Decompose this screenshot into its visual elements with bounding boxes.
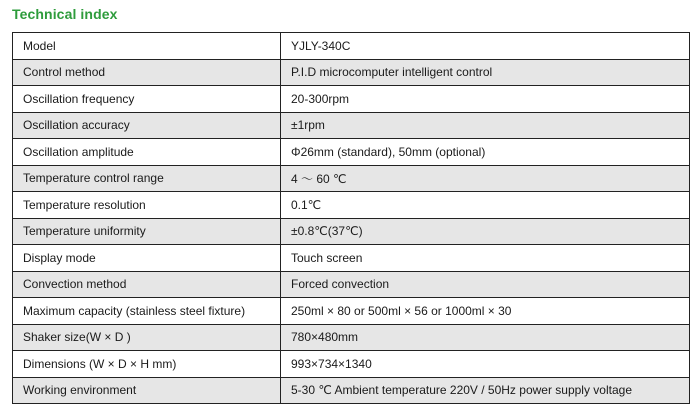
- param-value: Φ26mm (standard), 50mm (optional): [281, 139, 690, 166]
- table-row: [13, 139, 690, 166]
- param-name: Oscillation accuracy: [13, 112, 281, 139]
- param-value: 0.1℃: [281, 192, 690, 219]
- param-name: Temperature control range: [13, 165, 281, 192]
- param-value: P.I.D microcomputer intelligent control: [281, 59, 690, 86]
- param-value: 4 ～ 60 ℃: [281, 165, 690, 192]
- param-value: 780×480mm: [281, 324, 690, 351]
- table-row: [13, 165, 690, 192]
- table-row: [13, 298, 690, 325]
- table-row: [13, 33, 690, 60]
- table-row: [13, 377, 690, 404]
- param-value: YJLY-340C: [281, 33, 690, 60]
- param-value: ±1rpm: [281, 112, 690, 139]
- param-name: Model: [13, 33, 281, 60]
- param-value: 5-30 ℃ Ambient temperature 220V / 50Hz power supply voltage: [281, 377, 690, 404]
- table-row: [13, 271, 690, 298]
- param-name: Working environment: [13, 377, 281, 404]
- param-value: ±0.8℃(37℃): [281, 218, 690, 245]
- table-row: [13, 218, 690, 245]
- param-value: Touch screen: [281, 245, 690, 272]
- param-value: 993×734×1340: [281, 351, 690, 378]
- param-name: Oscillation frequency: [13, 86, 281, 113]
- table-row: [13, 324, 690, 351]
- param-name: Convection method: [13, 271, 281, 298]
- param-name: Control method: [13, 59, 281, 86]
- table-row: [13, 59, 690, 86]
- param-name: Shaker size(W × D ): [13, 324, 281, 351]
- technical-index-table: [12, 32, 690, 404]
- table-row: [13, 245, 690, 272]
- param-name: Oscillation amplitude: [13, 139, 281, 166]
- param-value: 20-300rpm: [281, 86, 690, 113]
- param-name: Display mode: [13, 245, 281, 272]
- param-value: 250ml × 80 or 500ml × 56 or 1000ml × 30: [281, 298, 690, 325]
- param-name: Temperature resolution: [13, 192, 281, 219]
- param-name: Temperature uniformity: [13, 218, 281, 245]
- table-row: [13, 86, 690, 113]
- table-row: [13, 351, 690, 378]
- table-row: [13, 192, 690, 219]
- section-title: Technical index: [12, 6, 118, 22]
- table-row: [13, 112, 690, 139]
- param-value: Forced convection: [281, 271, 690, 298]
- param-name: Dimensions (W × D × H mm): [13, 351, 281, 378]
- param-name: Maximum capacity (stainless steel fixture): [13, 298, 281, 325]
